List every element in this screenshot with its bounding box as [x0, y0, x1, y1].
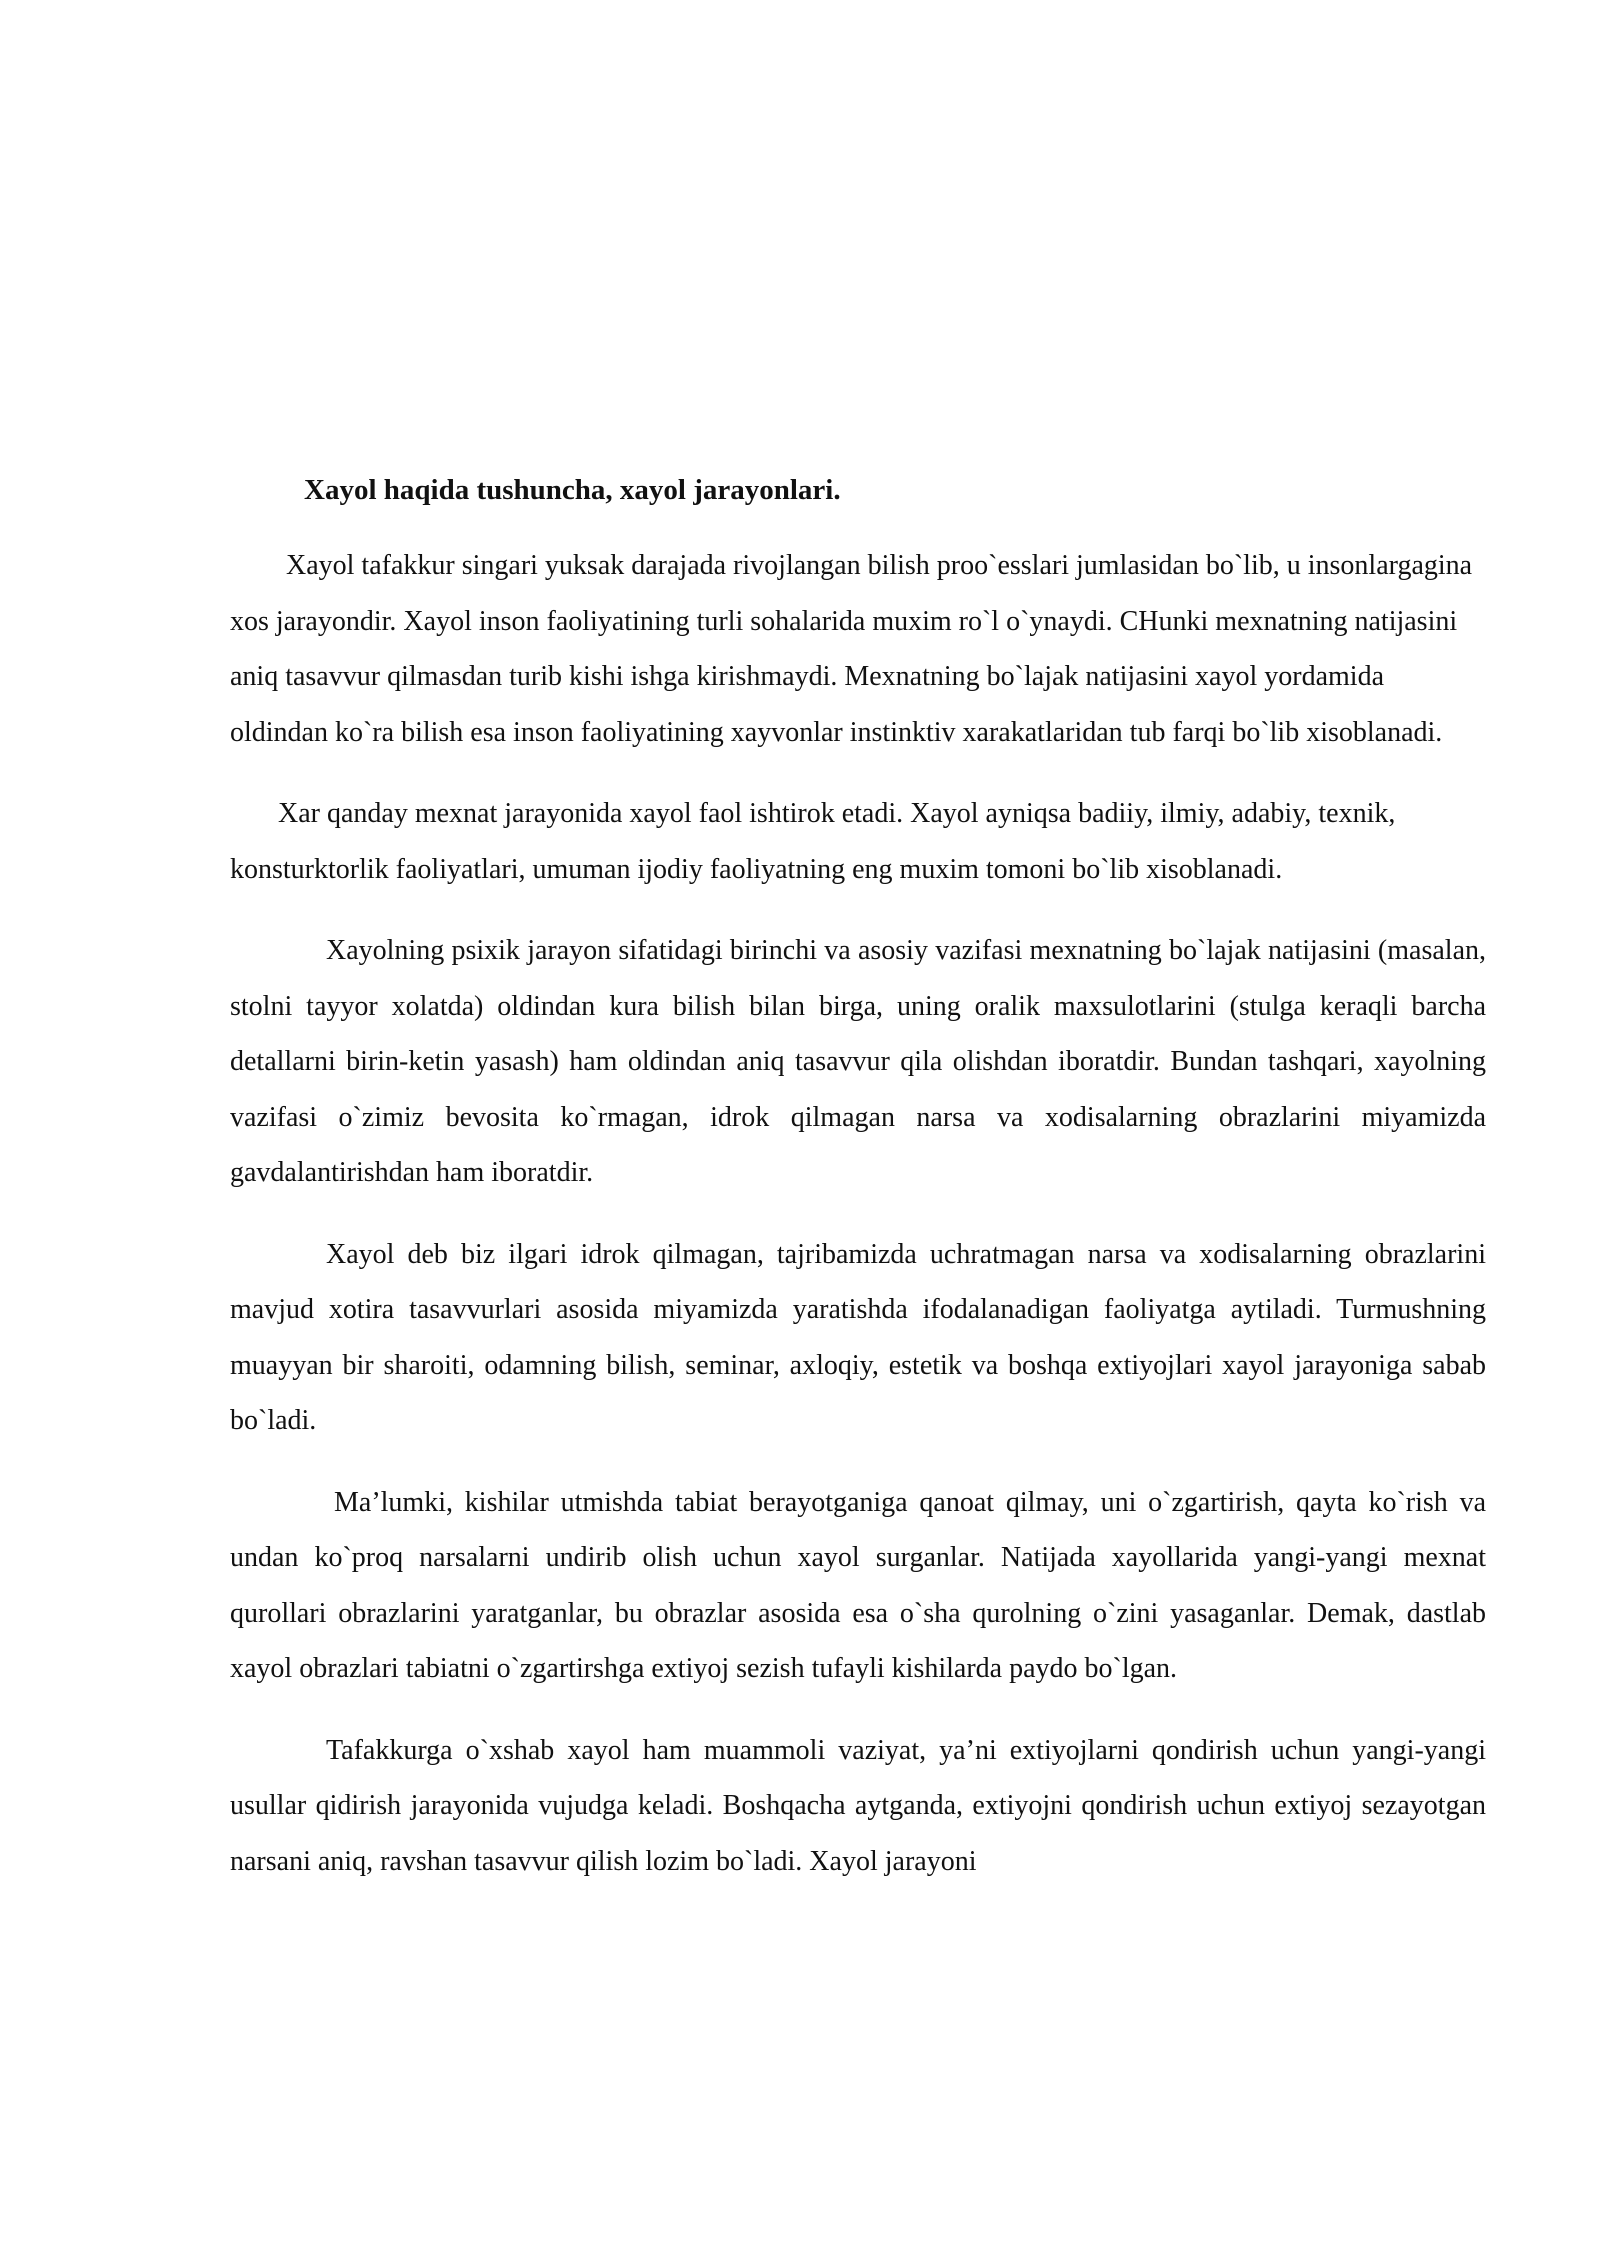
paragraph-5: Ma’lumki, kishilar utmishda tabiat berayotganiga qanoat qilmay, uni o`zgartirish, qayta ko`rish va undan ko`proq narsalarni undirib olish uchun xayol surganlar. Natijada xayollarida yangi-yangi mexnat qurollari obrazlarini yaratganlar, bu obrazlar asosida esa o`sha qurolning o`zini yasaganlar. Demak, dastlab xayol obrazlari tabiatni o`zgartirshga extiyoj sezish tufayli kishilarda paydo bo`lgan. — [230, 1486, 1486, 1684]
paragraph-2: Xar qanday mexnat jarayonida xayol faol ishtirok etadi. Xayol ayniqsa badiiy, ilmiy, adabiy, texnik, konsturktorlik faoliyatlari, umuman ijodiy faoliyatning eng muxim tomoni bo`lib xisoblanadi. — [230, 798, 1396, 885]
document-heading: Xayol haqida tushuncha, xayol jarayonlari. — [304, 474, 841, 506]
paragraph-1: Xayol tafakkur singari yuksak darajada rivojlangan bilish proo`esslari jumlasidan bo`lib, u insonlargagina xos jarayondir. Xayol inson faoliyatining turli sohalarida muxim ro`l o`ynaydi. CHunki mexnatning natijasini aniq tasavvur qilmasdan turib kishi ishga kirishmaydi. Mexnatning bo`lajak natijasini xayol yordamida oldindan ko`ra bilish esa inson faoliyatining xayvonlar instinktiv xarakatlaridan tub farqi bo`lib xisoblanadi. — [230, 550, 1473, 748]
paragraph-3: Xayolning psixik jarayon sifatidagi birinchi va asosiy vazifasi mexnatning bo`lajak natijasini (masalan, stolni tayyor xolatda) oldindan kura bilish bilan birga, uning oralik maxsulotlarini (stulga keraqli barcha detallarni birin-ketin yasash) ham oldindan aniq tasavvur qila olishdan iboratdir. Bundan tashqari, xayolning vazifasi o`zimiz bevosita ko`rmagan, idrok qilmagan narsa va xodisalarning obrazlarini miyamizda gavdalantirishdan ham iboratdir. — [230, 935, 1486, 1188]
paragraph-4: Xayol deb biz ilgari idrok qilmagan, tajribamizda uchratmagan narsa va xodisalarning obrazlarini mavjud xotira tasavvurlari asosida miyamizda yaratishda ifodalanadigan faoliyatga aytiladi. Turmushning muayyan bir sharoiti, odamning bilish, seminar, axloqiy, estetik va boshqa extiyojlari xayol jarayoniga sabab bo`ladi. — [230, 1238, 1486, 1436]
paragraph-6: Tafakkurga o`xshab xayol ham muammoli vaziyat, ya’ni extiyojlarni qondirish uchun yangi-yangi usullar qidirish jarayonida vujudga keladi. Boshqacha aytganda, extiyojni qondirish uchun extiyoj sezayotgan narsani aniq, ravshan tasavvur qilish lozim bo`ladi. Xayol jarayoni — [230, 1734, 1486, 1877]
document-body — [230, 470, 1486, 1889]
